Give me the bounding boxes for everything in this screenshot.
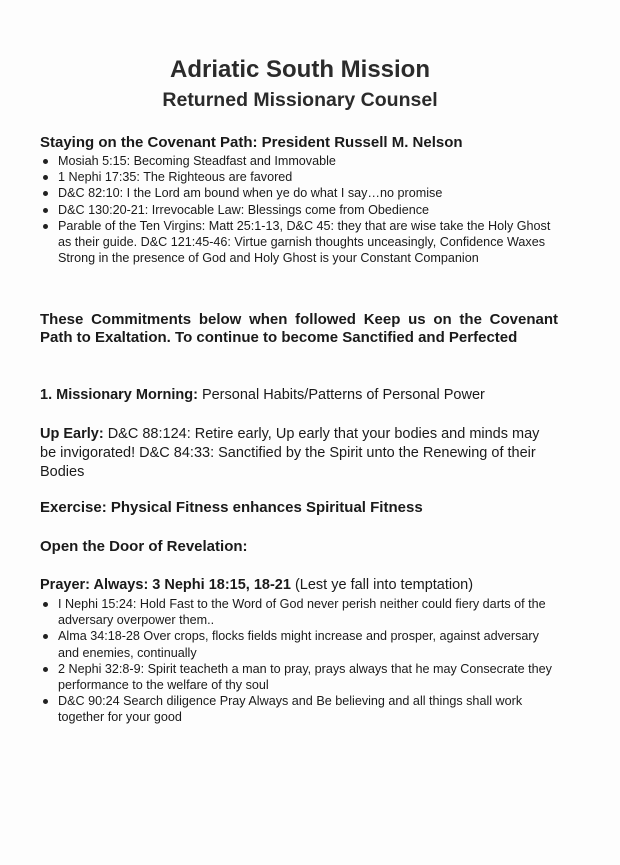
morning-section (40, 386, 565, 405)
commitments-section (40, 311, 558, 347)
list-item: 1 Nephi 17:35: The Righteous are favored (40, 169, 565, 185)
prayer-label: Prayer: Always: 3 Nephi 18:15, 18-21 (40, 577, 291, 593)
morning-text: Personal Habits/Patterns of Personal Power (197, 387, 485, 403)
list-item: Alma 34:18-28 Over crops, flocks fields might increase and prosper, against adversary and enemies, continually (40, 628, 560, 660)
revelation-section (40, 538, 565, 556)
covenant-section (40, 134, 565, 266)
mission-title: Adriatic South Mission (169, 56, 430, 83)
exercise-section (40, 499, 565, 517)
up-early-section (40, 425, 550, 482)
commitments-text: These Commitments below when followed Keep us on the Covenant Path to Exaltation. To continue to become Sanctified and Perfected (40, 311, 558, 346)
list-item: D&C 130:20-21: Irrevocable Law: Blessings come from Obedience (40, 202, 565, 218)
exercise-heading: Exercise: Physical Fitness enhances Spiritual Fitness (40, 499, 423, 516)
list-item: I Nephi 15:24: Hold Fast to the Word of God never perish neither could fiery darts of the adversary overpower them.. (40, 596, 560, 628)
list-item: D&C 82:10: I the Lord am bound when ye do what I say…no promise (40, 185, 565, 201)
list-item: D&C 90:24 Search diligence Pray Always and Be believing and all things shall work together for your good (40, 693, 560, 725)
revelation-heading: Open the Door of Revelation: (40, 538, 248, 555)
prayer-section (40, 576, 560, 726)
up-early-text: D&C 88:124: Retire early, Up early that your bodies and minds may be invigorated! D&C 84:33: Sanctified by the Spirit unto the Renewing of their Bodies (40, 426, 540, 480)
list-item: Parable of the Ten Virgins: Matt 25:1-13, D&C 45: they that are wise take the Holy Ghost as their guide. D&C 121:45-46: Virtue garnish thoughts unceasingly, Confidence Waxes Strong in the presence of God and Holy Ghost is your Constant Companion (40, 218, 565, 267)
prayer-text: (Lest ye fall into temptation) (290, 577, 474, 593)
prayer-bullet-list (40, 596, 560, 726)
morning-label: 1. Missionary Morning: (40, 387, 198, 403)
up-early-label: Up Early: (40, 426, 104, 442)
covenant-heading: Staying on the Covenant Path: President Russell M. Nelson (40, 134, 463, 151)
list-item: 2 Nephi 32:8-9: Spirit teacheth a man to pray, prays always that he may Consecrate they performance to the welfare of thy soul (40, 661, 560, 693)
document-subtitle: Returned Missionary Counsel (162, 89, 438, 111)
list-item: Mosiah 5:15: Becoming Steadfast and Immovable (40, 153, 565, 169)
covenant-bullet-list (40, 153, 565, 266)
